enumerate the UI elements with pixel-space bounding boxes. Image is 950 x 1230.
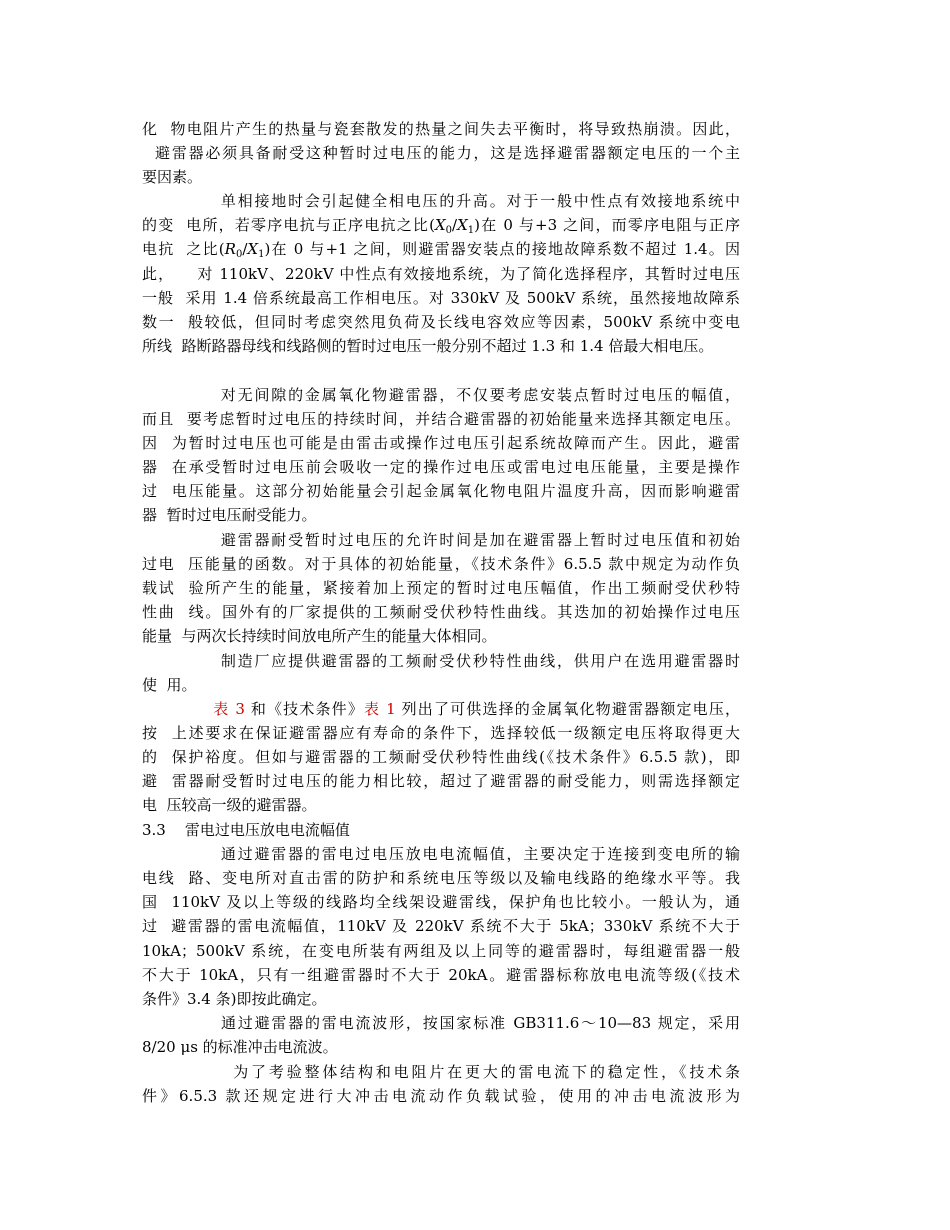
text-line: 要因素。 [142,168,203,186]
text-line: 而且 要考虑暂时过电压的持续时间，并结合避雷器的初始能量来选择其额定电压。 [142,410,740,428]
text-line: 数一 般较低，但同时考虑突然甩负荷及长线电容效应等因素，500kV 系统中变电 [142,313,740,331]
text-line: 所线 路断路器母线和线路侧的暂时过电压一般分别不超过 1.3 和 1.4 倍最大相电压。 [142,337,714,355]
text-line: 的 保护裕度。但如与避雷器的工频耐受伏秒特性曲线(《技术条件》6.5.5 款)，即 [142,748,740,766]
text-line: 电 压较高一级的避雷器。 [142,796,317,814]
text-line: 为了考验整体结构和电阻片在更大的雷电流下的稳定性，《技术条 [142,1063,740,1081]
text-line: 一般 采用 1.4 倍系统最高工作相电压。对 330kV 及 500kV 系统，虽然接地故障系 [142,289,740,307]
text-line: 能量 与两次长持续时间放电所产生的能量大体相同。 [142,627,497,645]
text-line: 制造厂应提供避雷器的工频耐受伏秒特性曲线，供用户在选用避雷器时 [142,652,740,670]
text-line: 电线 路、变电所对直击雷的防护和系统电压等级以及输电线路的绝缘水平等。我 [142,869,740,887]
text-line: 不大于 10kA，只有一组避雷器时不大于 20kA。避雷器标称放电电流等级(《技术 [142,966,740,984]
text-line: 过 避雷器的雷电流幅值，110kV 及 220kV 系统不大于 5kA；330kV 系统不大于 [142,917,740,935]
text-line: 此， 对 110kV、220kV 中性点有效接地系统，为了简化选择程序，其暂时过电压 [142,265,740,283]
text-line: 10kA；500kV 系统，在变电所装有两组及以上同等的避雷器时，每组避雷器一般 [142,942,740,960]
text-line: 过电 压能量的函数。对于具体的初始能量，《技术条件》6.5.5 款中规定为动作负 [142,555,740,573]
text-line: 使 用。 [142,676,197,694]
text-line: 按 上述要求在保证避雷器应有寿命的条件下，选择较低一级额定电压将取得更大 [142,724,740,742]
text-line: 国 110kV 及以上等级的线路均全线架设避雷线，保护角也比较小。一般认为，通 [142,893,740,911]
table-ref-link[interactable]: 表 3 [213,700,245,718]
text-line: 载试 验所产生的能量，紧接着加上预定的暂时过电压幅值，作出工频耐受伏秒特 [142,579,740,597]
text-line: 件》6.5.3 款还规定进行大冲击电流动作负载试验，使用的冲击电流波形为 [142,1087,740,1105]
text-line-formula: 电抗 之比$(R_0/X_1)$在 0 与+1 之间，则避雷器安装点的接地故障系数不超过 1.4。因 [142,240,741,260]
text-line-with-refs: 表 3 和《技术条件》表 1 列出了可供选择的金属氧化物避雷器额定电压， [213,700,741,718]
text-line: 通过避雷器的雷电流波形，按国家标准 GB311.6～10—83 规定，采用 [142,1014,740,1032]
text-line: 8/20 μs 的标准冲击电流波。 [142,1038,338,1056]
text-line: 通过避雷器的雷电过电压放电电流幅值，主要决定于连接到变电所的输 [142,845,740,863]
text-line: 对无间隙的金属氧化物避雷器，不仅要考虑安装点暂时过电压的幅值， [142,386,740,404]
text-line: 因 为暂时过电压也可能是由雷击或操作过电压引起系统故障而产生。因此，避雷 [142,434,740,452]
text-line: 条件》3.4 条)即按此确定。 [142,990,327,1008]
text-line: 器 在承受暂时过电压前会吸收一定的操作过电压或雷电过电压能量，主要是操作 [142,458,740,476]
text-line-formula: 的变 电所，若零序电抗与正序电抗之比$(X_0/X_1)$在 0 与+3 之间，而零序电阻与正序 [142,216,740,236]
text-line: 单相接地时会引起健全相电压的升高。对于一般中性点有效接地系统中 [142,192,740,210]
section-heading: 3.3 雷电过电压放电电流幅值 [142,821,350,839]
text-line: 过 电压能量。这部分初始能量会引起金属氧化物电阻片温度升高，因而影响避雷 [142,482,740,500]
text-line: 性曲 线。国外有的厂家提供的工频耐受伏秒特性曲线。其迭加的初始操作过电压 [142,603,740,621]
table-ref-link[interactable]: 表 1 [364,700,396,718]
text-line: 避 雷器耐受暂时过电压的能力相比较，超过了避雷器的耐受能力，则需选择额定 [142,772,740,790]
text-line: 避雷器必须具备耐受这种暂时过电压的能力，这是选择避雷器额定电压的一个主 [142,144,740,162]
text-line: 化 物电阻片产生的热量与瓷套散发的热量之间失去平衡时，将导致热崩溃。因此， [142,120,740,138]
text-line: 避雷器耐受暂时过电压的允许时间是加在避雷器上暂时过电压值和初始 [142,531,740,549]
text-line: 器 暂时过电压耐受能力。 [142,506,317,524]
